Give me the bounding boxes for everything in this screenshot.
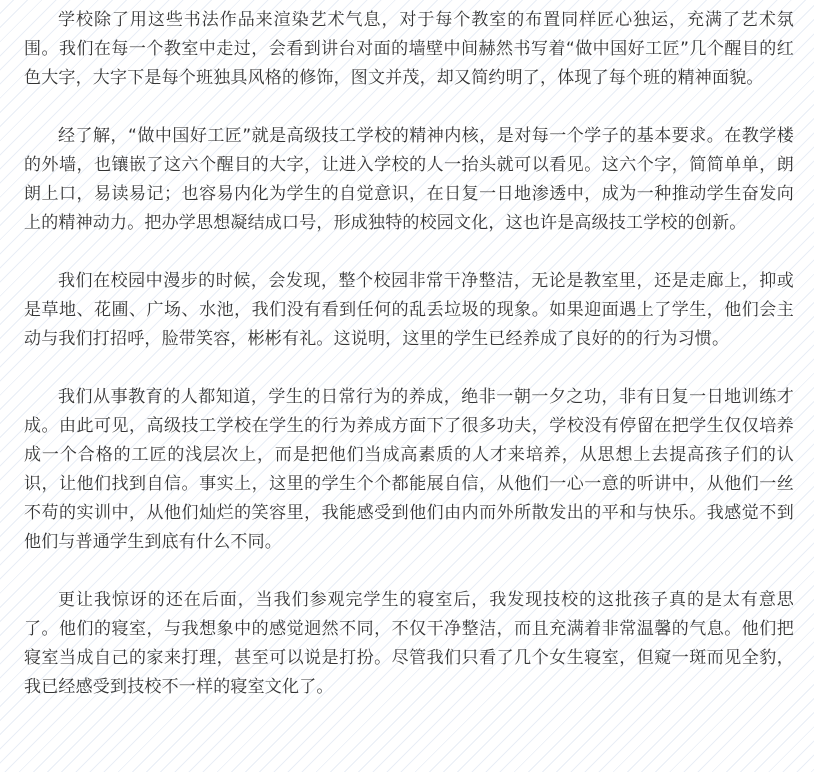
paragraph-5: 更让我惊讶的还在后面，当我们参观完学生的寝室后，我发现技校的这批孩子真的是太有意思了。他们的寝室，与我想象中的感觉迥然不同，不仅干净整洁，而且充满着非常温馨的气息。他们把寝室当成自己的家来打理，甚至可以说是打扮。尽管我们只看了几个女生寝室，但窥一斑而见全豹，我已经感受到技校不一样的寝室文化了。	[24, 590, 794, 697]
paragraph-3: 我们在校园中漫步的时候，会发现，整个校园非常干净整洁，无论是教室里，还是走廊上，抑或是草地、花圃、广场、水池，我们没有看到任何的乱丢垃圾的现象。如果迎面遇上了学生，他们会主动与我们打招呼，脸带笑容，彬彬有礼。这说明，这里的学生已经养成了良好的的行为习惯。	[24, 271, 794, 349]
paragraph-gap	[24, 93, 794, 122]
paragraph-4: 我们从事教育的人都知道，学生的日常行为的养成，绝非一朝一夕之功，非有日复一日地训练才成。由此可见，高级技工学校在学生的行为养成方面下了很多功夫，学校没有停留在把学生仅仅培养成一个合格的工匠的浅层次上，而是把他们当成高素质的人才来培养，从思想上去提高孩子们的认识，让他们找到自信。事实上，这里的学生个个都能展自信，从他们一心一意的听讲中，从他们一丝不苟的实训中，从他们灿烂的笑容里，我能感受到他们由内而外所散发出的平和与快乐。我感觉不到他们与普通学生到底有什么不同。	[24, 387, 794, 552]
paragraph-1: 学校除了用这些书法作品来渲染艺术气息，对于每个教室的布置同样匠心独运，充满了艺术氛围。我们在每一个教室中走过，会看到讲台对面的墙壁中间赫然书写着“做中国好工匠”几个醒目的红色大字，大字下是每个班独具风格的修饰，图文并茂，却又简约明了，体现了每个班的精神面貌。	[24, 10, 794, 88]
paragraph-gap	[24, 238, 794, 267]
paragraph-gap	[24, 354, 794, 383]
paragraph-2: 经了解，“做中国好工匠”就是高级技工学校的精神内核，是对每一个学子的基本要求。在教学楼的外墙，也镶嵌了这六个醒目的大字，让进入学校的人一抬头就可以看见。这六个字，简简单单，朗朗上口，易读易记；也容易内化为学生的自觉意识，在日复一日地渗透中，成为一种推动学生奋发向上的精神动力。把办学思想凝结成口号，形成独特的校园文化，这也许是高级技工学校的创新。	[24, 126, 794, 233]
paragraph-gap	[24, 557, 794, 586]
article-body	[24, 0, 794, 702]
